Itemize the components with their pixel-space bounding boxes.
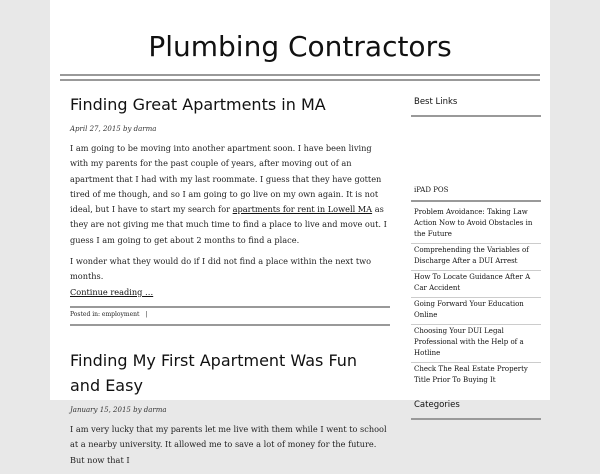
footer-separator: | — [145, 310, 148, 318]
best-links-title: Best Links — [414, 97, 458, 107]
post-title[interactable]: Finding Great Apartments in MA — [70, 95, 326, 114]
sidebar-link[interactable]: Problem Avoidance: Taking Law Action Now to Avoid Obstacles in the Future — [411, 206, 541, 244]
post-paragraph — [70, 254, 390, 300]
sidebar-link-list — [411, 200, 541, 389]
post-meta: April 27, 2015 by darma — [70, 125, 157, 133]
widget-divider — [411, 115, 541, 117]
posted-in-label: Posted in: — [70, 310, 100, 318]
site-title[interactable]: Plumbing Contractors — [148, 30, 452, 63]
category-link[interactable]: employment — [101, 310, 140, 318]
post-body — [70, 422, 390, 468]
post-paragraph: I am very lucky that my parents let me live with them while I went to school at a nearby university. It allowed me to save a lot of money for the future. But now that I — [70, 423, 387, 465]
header-divider-bottom — [60, 79, 540, 81]
paragraph-text: I am going to be moving into another apartment soon. I have been living with my parents for the past couple of years, after moving out of an apartment that I had with my last roommate. I guess that they have gotten tired of me though, and so I am going to go live on my own again. It is not ideal, but I have to start my search for — [70, 143, 382, 215]
widget-divider — [411, 418, 541, 420]
apartments-link[interactable]: apartments for rent in Lowell MA — [232, 204, 373, 215]
post-footer — [70, 306, 390, 326]
post-body — [70, 141, 390, 300]
main-content — [70, 93, 390, 474]
sidebar-link[interactable]: Check The Real Estate Property Title Prior To Buying It — [414, 365, 528, 384]
post-2 — [70, 348, 390, 468]
sidebar-link[interactable]: Comprehending the Variables of Discharge After a DUI Arrest — [411, 244, 541, 271]
post-meta: January 15, 2015 by darma — [70, 405, 167, 414]
paragraph-text: as they are not giving me that much time to find a place to live and move out. I guess I am going to get about 2 months to find a place. — [70, 204, 387, 245]
page — [50, 0, 550, 465]
header-divider-top — [60, 74, 540, 76]
post-paragraph — [70, 141, 390, 248]
sidebar-link[interactable]: Choosing Your DUI Legal Professional with the Help of a Hotline — [411, 325, 541, 363]
sidebar-link[interactable]: Going Forward Your Education Online — [411, 298, 541, 325]
post-title[interactable]: Finding My First Apartment Was Fun and Easy — [70, 350, 358, 395]
paragraph-text: I wonder what they would do if I did not find a place within the next two months. — [70, 256, 372, 282]
sidebar — [411, 97, 541, 420]
ipad-pos-link[interactable]: iPAD POS — [414, 186, 449, 194]
sidebar-link[interactable]: How To Locate Guidance After A Car Accident — [411, 271, 541, 298]
continue-reading-link[interactable]: Continue reading … — [70, 286, 154, 297]
categories-title: Categories — [414, 400, 460, 410]
post-1 — [70, 93, 390, 326]
